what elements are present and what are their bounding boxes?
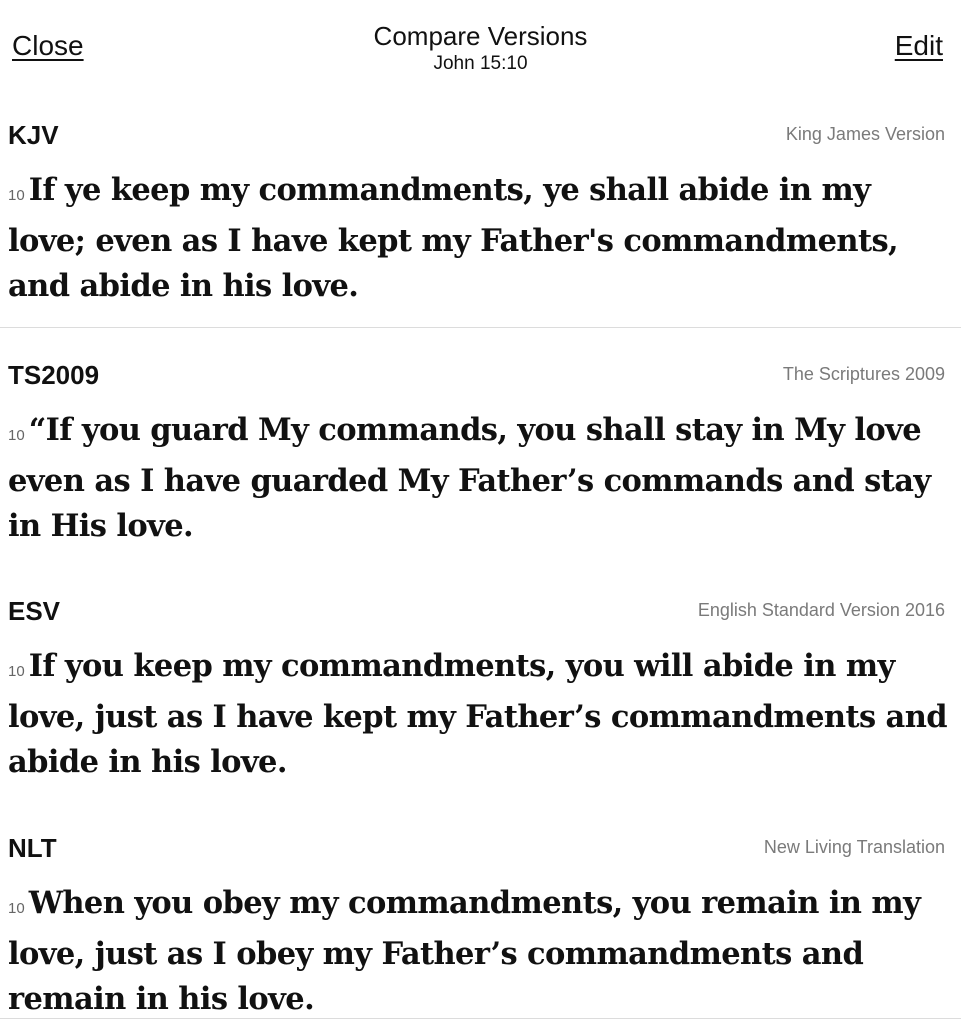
verse-text-block bbox=[8, 644, 948, 786]
version-ts2009[interactable] bbox=[0, 360, 961, 550]
version-header bbox=[0, 360, 961, 396]
version-abbr: TS2009 bbox=[8, 360, 100, 390]
verse-text: If you keep my commandments, you will abide in my love, just as I have kept my Father’s commandments and abide in his love. bbox=[8, 648, 948, 780]
verse-number: 10 bbox=[8, 900, 25, 917]
version-name: English Standard Version 2016 bbox=[697, 600, 945, 620]
version-kjv[interactable] bbox=[0, 120, 961, 310]
page-title: Compare Versions bbox=[373, 21, 588, 51]
verse-text-block bbox=[8, 408, 948, 550]
version-name: King James Version bbox=[785, 124, 945, 144]
verse-text: “If you guard My commands, you shall stay in My love even as I have guarded My Father’s commands and stay in His love. bbox=[8, 412, 931, 544]
version-header bbox=[0, 596, 961, 632]
version-abbr: ESV bbox=[8, 596, 61, 626]
verse-text-block bbox=[8, 881, 948, 1023]
version-name: New Living Translation bbox=[763, 837, 945, 857]
verse-number: 10 bbox=[8, 187, 25, 204]
close-button[interactable]: Close bbox=[12, 30, 84, 61]
version-nlt[interactable] bbox=[0, 833, 961, 1023]
title-block bbox=[0, 20, 961, 76]
version-abbr: KJV bbox=[8, 120, 59, 150]
verse-number: 10 bbox=[8, 663, 25, 680]
header-bar bbox=[0, 0, 961, 100]
verse-text: If ye keep my commandments, ye shall abide in my love; even as I have kept my Father's commandments, and abide in his love. bbox=[8, 172, 899, 304]
version-name: The Scriptures 2009 bbox=[782, 364, 945, 384]
version-header bbox=[0, 833, 961, 869]
version-header bbox=[0, 120, 961, 156]
divider bbox=[0, 327, 961, 328]
verse-text-block bbox=[8, 168, 948, 310]
version-esv[interactable] bbox=[0, 596, 961, 786]
verse-text: When you obey my commandments, you remain in my love, just as I obey my Father’s commandments and remain in his love. bbox=[8, 885, 921, 1017]
verse-reference: John 15:10 bbox=[433, 53, 528, 74]
divider bbox=[0, 1018, 961, 1019]
edit-button[interactable]: Edit bbox=[894, 30, 943, 61]
verse-number: 10 bbox=[8, 427, 25, 444]
version-abbr: NLT bbox=[8, 833, 57, 863]
